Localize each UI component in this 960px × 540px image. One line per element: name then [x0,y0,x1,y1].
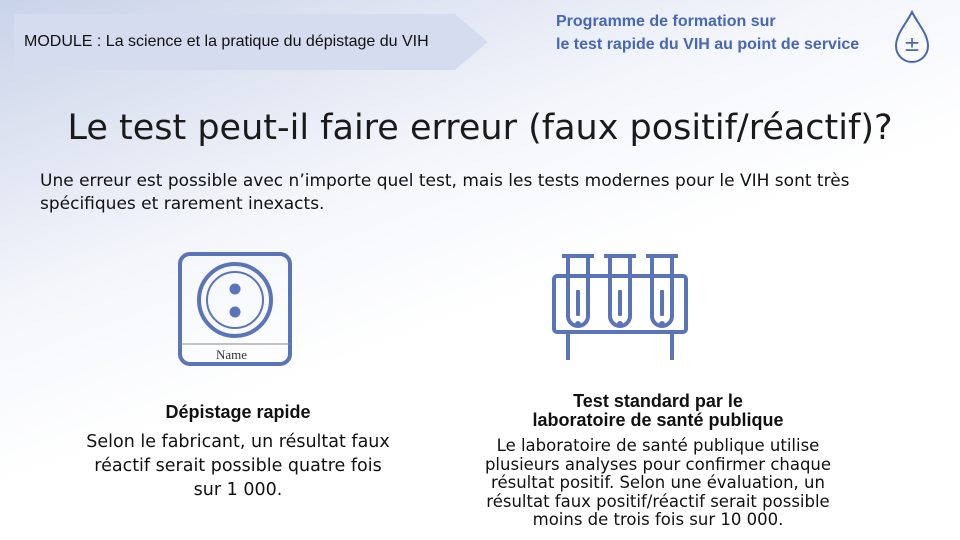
lab-test-body: Le laboratoire de santé publique utilise plusieurs analyses pour confirmer chaque résultat positif. Selon une évaluation, un résultat faux positif/réactif serait possible moins de trois fois sur 10 000. [484,436,832,529]
module-label: MODULE : La science et la pratique du dépistage du VIH [24,33,429,50]
lab-test-heading [462,392,854,430]
slide-title: Le test peut-il faire erreur (faux positif/réactif)? [67,108,893,148]
intro-text: Une erreur est possible avec n’importe quel test, mais les tests modernes pour le VIH sont très spécifiques et rarement inexacts. [40,171,850,214]
rapid-test-body: Selon le fabricant, un résultat faux réactif serait possible quatre fois sur 1 000. [86,432,390,500]
program-title-line1: Programme de formation sur [556,13,776,30]
rapid-test-heading: Dépistage rapide [165,402,311,422]
lab-test-heading-line1: Test standard par le [573,391,743,411]
drop-logo-glyph: ± [903,32,921,56]
test-tubes-icon [552,252,688,364]
drop-logo-icon [892,10,932,64]
lab-test-column [462,392,854,530]
program-title-line2: le test rapide du VIH au point de service [556,36,860,53]
program-title [556,10,896,56]
image-label: Name [216,347,248,362]
rapid-test-column [82,400,394,502]
lab-test-heading-line2: laboratoire de santé publique [532,410,784,430]
